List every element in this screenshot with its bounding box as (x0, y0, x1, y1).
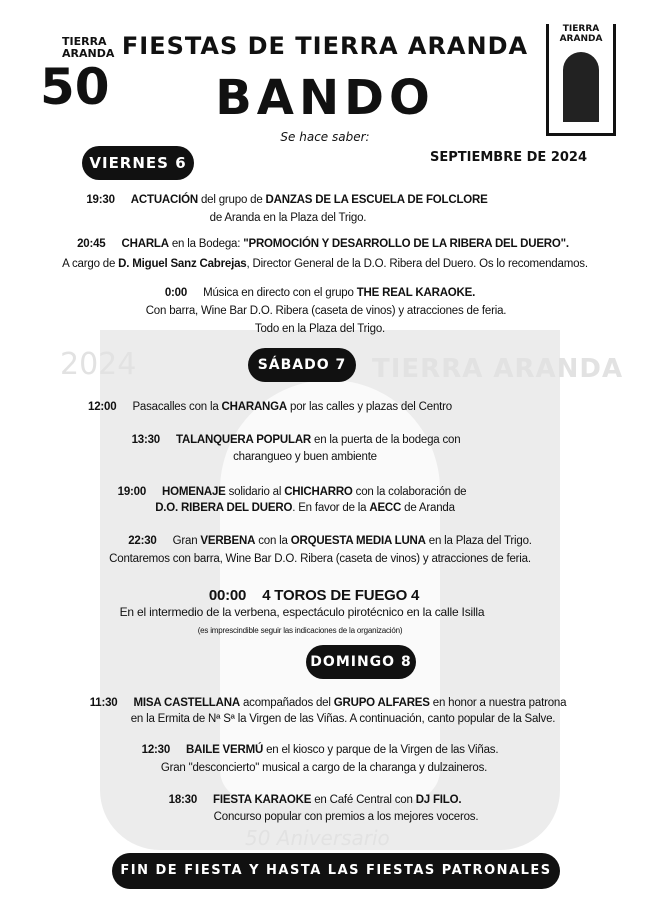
event-time: 19:30 (86, 194, 115, 206)
program-line (0, 450, 630, 464)
line-text: Contaremos con barra, Wine Bar D.O. Ribera (caseta de vinos) y atracciones de feria. (109, 553, 531, 565)
line-text: Gran (172, 535, 201, 547)
day-badge-viernes: VIERNES 6 (82, 146, 194, 180)
highlight-text: 4 TOROS DE FUEGO 4 (262, 587, 420, 604)
highlight-text: CHARANGA (221, 401, 288, 413)
highlight-text: "PROMOCIÓN Y DESARROLLO DE LA RIBERA DEL DUERO". (243, 238, 569, 250)
subtitle: Se hace saber: (280, 130, 370, 144)
line-text: charangueo y buen ambiente (233, 451, 377, 463)
line-text: por las calles y plazas del Centro (287, 401, 452, 413)
highlight-text: MISA CASTELLANA (133, 697, 240, 709)
program-line (0, 211, 613, 225)
date-label: SEPTIEMBRE DE 2024 (430, 150, 587, 165)
line-text: En el intermedio de la verbena, espectáculo pirotécnico en la calle Isilla (119, 605, 485, 619)
line-text: en la Bodega: (168, 238, 244, 250)
line-text: Música en directo con el grupo (203, 287, 357, 299)
program-line (0, 433, 621, 447)
line-text: A cargo de (62, 258, 119, 270)
watermark-year: 2024 (60, 347, 137, 382)
line-text: , Director General de la D.O. Ribera del Duero. Os lo recomendamos. (246, 258, 588, 270)
logo-left-number: 50 (40, 58, 110, 116)
program-line (0, 743, 645, 757)
line-text: . En favor de la (292, 502, 370, 514)
logo-right-text: TIERRA ARANDA (549, 24, 613, 44)
line-text: Gran "desconcierto" musical a cargo de la charanga y dulzaineros. (160, 762, 488, 774)
event-time: 13:30 (131, 434, 160, 446)
line-text: con la (255, 535, 291, 547)
line-text: de Aranda (401, 502, 455, 514)
program-line (0, 501, 630, 515)
highlight-text: DANZAS DE LA ESCUELA DE FOLCLORE (265, 194, 488, 206)
highlight-text: FIESTA KARAOKE (213, 794, 312, 806)
bando-heading: BANDO (215, 70, 435, 126)
line-text: en honor a nuestra patrona (429, 697, 567, 709)
program-line (0, 193, 612, 207)
line-text: en Café Central con (311, 794, 416, 806)
highlight-text: GRUPO ALFARES (333, 697, 430, 709)
watermark-anniversary: 50 Aniversario (245, 826, 390, 850)
event-time: 12:30 (141, 744, 171, 756)
program-line (0, 286, 645, 300)
watermark-title: TIERRA ARANDA (372, 354, 624, 384)
highlight-text: CHICHARRO (284, 486, 353, 498)
event-time: 20:45 (77, 238, 106, 250)
program-line (3, 696, 650, 710)
program-line (0, 587, 639, 605)
line-text: en la Plaza del Trigo. (425, 535, 532, 547)
line-text: en la Ermita de Nª Sª la Virgen de las Viñas. A continuación, canto popular de la Salve. (130, 713, 556, 725)
highlight-text: ORQUESTA MEDIA LUNA (290, 535, 426, 547)
line-text: Todo en la Plaza del Trigo. (254, 323, 386, 335)
program-line (0, 605, 627, 620)
highlight-text: VERBENA (200, 535, 256, 547)
program-line (18, 712, 650, 726)
day-badge-sabado: SÁBADO 7 (248, 348, 356, 382)
event-time: 0:00 (164, 287, 188, 299)
highlight-text: D. Miguel Sanz Cabrejas (118, 258, 247, 270)
line-text: con la colaboración de (352, 486, 467, 498)
line-text: Con barra, Wine Bar D.O. Ribera (caseta de vinos) y atracciones de feria. (145, 305, 507, 317)
line-text: del grupo de (197, 194, 266, 206)
highlight-text: DJ FILO. (415, 794, 462, 806)
program-line (0, 322, 645, 336)
program-line (1, 304, 650, 318)
program-line (0, 793, 640, 807)
event-time: 12:00 (88, 401, 117, 413)
line-text: en la puerta de la bodega con (311, 434, 461, 446)
highlight-text: D.O. RIBERA DEL DUERO (155, 502, 293, 514)
highlight-text: TALANQUERA POPULAR (176, 434, 312, 446)
event-time: 00:00 (208, 587, 247, 604)
event-time: 19:00 (117, 486, 147, 498)
highlight-text: BAILE VERMÚ (186, 744, 264, 756)
line-text: en el kiosco y parque de la Virgen de las Viñas. (263, 744, 499, 756)
event-time: 11:30 (89, 697, 118, 709)
highlight-text: THE REAL KARAOKE. (356, 287, 476, 299)
event-time: 18:30 (168, 794, 198, 806)
program-line (0, 552, 645, 566)
line-text: solidario al (225, 486, 285, 498)
event-time: 22:30 (128, 535, 157, 547)
line-text: de Aranda en la Plaza del Trigo. (209, 212, 367, 224)
program-line (0, 485, 617, 499)
highlight-text: CHARLA (121, 238, 169, 250)
program-line (0, 237, 648, 251)
logo-left-text: TIERRA ARANDA (62, 35, 115, 60)
program-line (5, 534, 650, 548)
highlight-text: HOMENAJE (162, 486, 226, 498)
program-line (0, 761, 649, 775)
line-text: Concurso popular con premios a los mejores voceros. (213, 811, 479, 823)
program-line (0, 400, 595, 414)
day-badge-domingo: DOMINGO 8 (306, 645, 416, 679)
highlight-text: ACTUACIÓN (130, 194, 198, 206)
program-line (0, 625, 625, 636)
page-title: FIESTAS DE TIERRA ARANDA (121, 32, 529, 60)
line-text: Pasacalles con la (132, 401, 222, 413)
line-text: (es imprescindible seguir las indicaciones de la organización) (197, 626, 403, 635)
footer-banner: FIN DE FIESTA Y HASTA LAS FIESTAS PATRONALES (112, 853, 560, 889)
program-line (0, 257, 650, 271)
program-line (21, 810, 650, 824)
highlight-text: AECC (369, 502, 402, 514)
line-text: acompañados del (239, 697, 334, 709)
